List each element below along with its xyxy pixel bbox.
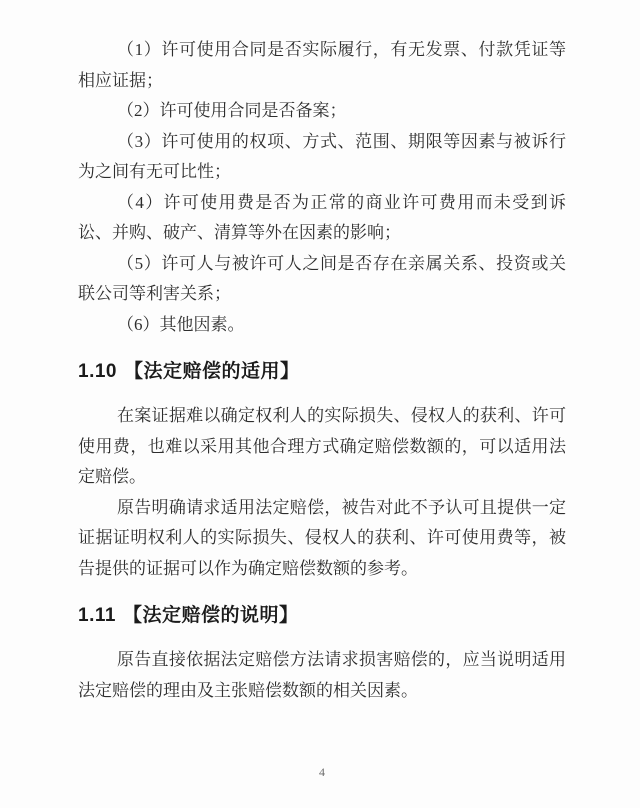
section-number-1-10: 1.10 <box>78 361 117 382</box>
list-item-1: （1）许可使用合同是否实际履行，有无发票、付款凭证等相应证据； <box>78 40 566 90</box>
section-number-1-11: 1.11 <box>78 605 116 626</box>
section-heading-1-11 <box>78 600 566 631</box>
section-1-10-paragraph-1: 在案证据难以确定权利人的实际损失、侵权人的获利、许可使用费，也难以采用其他合理方式确定赔偿数额的，可以适用法定赔偿。 <box>78 406 566 486</box>
page-number: 4 <box>319 765 325 779</box>
section-title-1-11: 【法定赔偿的说明】 <box>122 605 299 626</box>
section-1-10-paragraph-2: 原告明确请求适用法定赔偿，被告对此不予认可且提供一定证据证明权利人的实际损失、侵权人的获利、许可使用费等，被告提供的证据可以作为确定赔偿数额的参考。 <box>78 497 566 578</box>
list-item-5: （5）许可人与被许可人之间是否存在亲属关系、投资或关联公司等利害关系； <box>78 253 566 303</box>
list-item-3: （3）许可使用的权项、方式、范围、期限等因素与被诉行为之间有无可比性； <box>78 131 566 181</box>
list-item-4: （4）许可使用费是否为正常的商业许可费用而未受到诉讼、并购、破产、清算等外在因素的影响； <box>78 192 566 242</box>
section-title-1-10: 【法定赔偿的适用】 <box>123 361 300 382</box>
list-item-2: （2）许可使用合同是否备案； <box>117 101 347 120</box>
list-item-6: （6）其他因素。 <box>117 314 245 334</box>
section-heading-1-10 <box>78 356 566 387</box>
section-1-11-paragraph-1: 原告直接依据法定赔偿方法请求损害赔偿的，应当说明适用法定赔偿的理由及主张赔偿数额的相关因素。 <box>78 650 566 700</box>
